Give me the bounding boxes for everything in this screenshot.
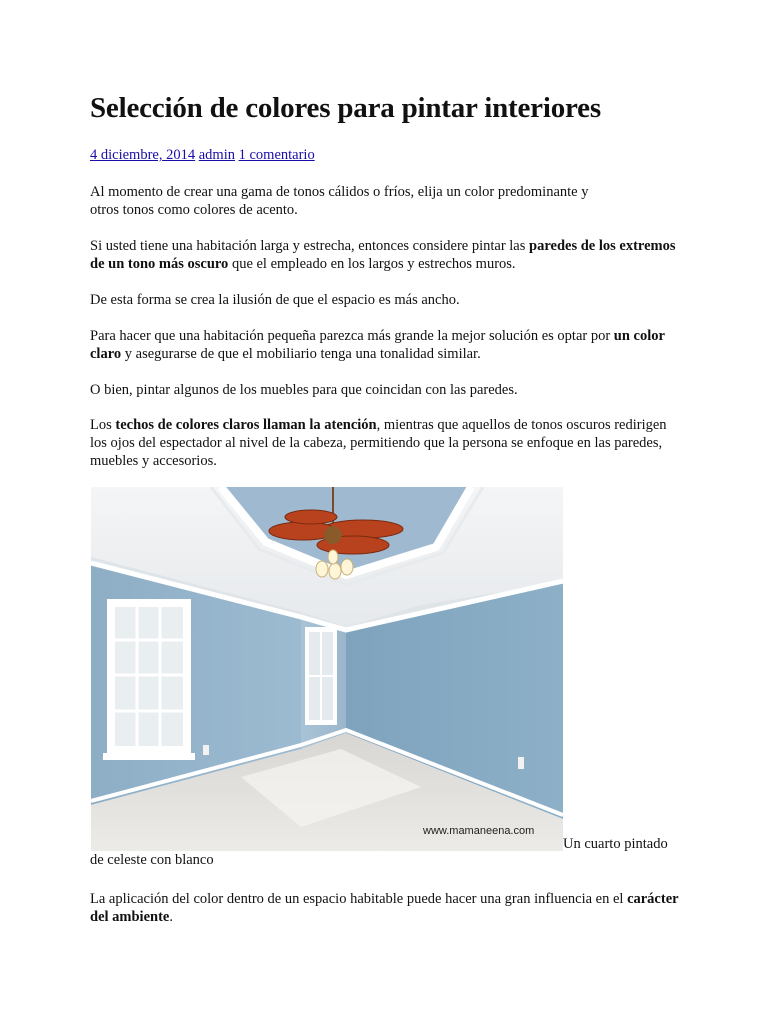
- paragraph-intro-line1: Al momento de crear una gama de tonos cálidos o fríos, elija un color predominante y: [90, 184, 589, 200]
- paragraph-long-room-text2: que el empleado en los largos y estrechos muros.: [228, 256, 516, 272]
- date-link[interactable]: 4 diciembre, 2014: [90, 147, 196, 163]
- paragraph-ceilings-bold: techos de colores claros llaman la atención: [115, 417, 377, 433]
- author-link[interactable]: admin: [198, 147, 235, 163]
- photo-watermark: www.mamaneena.com: [423, 825, 535, 837]
- room-photo: [91, 487, 563, 851]
- paragraph-ceilings-text2: , mientras que aquellos de tonos oscuros redirigen los ojos del espectador al nivel de la cabeza, permitiendo que la persona se enfoque en las paredes, muebles y accesorios.: [90, 417, 667, 469]
- paragraph-intro: [90, 183, 680, 219]
- paragraph-long-room-text1: Si usted tiene una habitación larga y estrecha, entonces considere pintar las: [90, 238, 530, 254]
- paragraph-long-room-bold: paredes de los extremos de un tono más oscuro: [90, 238, 676, 272]
- paragraph-intro-line2: otros tonos como colores de acento.: [90, 202, 298, 218]
- comments-link[interactable]: 1 comentario: [238, 147, 315, 163]
- paragraph-ceilings-text1: Los: [90, 417, 116, 433]
- paragraph-influence-text2: .: [169, 909, 173, 925]
- image-caption-part1: Un cuarto pintado: [563, 836, 668, 852]
- paragraph-influence: [90, 890, 680, 926]
- paragraph-long-room: [90, 237, 680, 273]
- paragraph-small-room-text2: y asegurarse de que el mobiliario tenga una tonalidad similar.: [121, 346, 481, 362]
- paragraph-influence-text1: La aplicación del color dentro de un espacio habitable puede hacer una gran influencia en el: [90, 891, 628, 907]
- paragraph-influence-bold: carácter del ambiente: [90, 891, 679, 925]
- paragraph-furniture: O bien, pintar algunos de los muebles para que coincidan con las paredes.: [90, 382, 518, 398]
- image-caption-part2: de celeste con blanco: [90, 852, 214, 868]
- paragraph-small-room-bold: un color claro: [90, 328, 665, 362]
- post-meta: [90, 147, 315, 164]
- paragraph-illusion: De esta forma se crea la ilusión de que el espacio es más ancho.: [90, 292, 460, 308]
- paragraph-small-room: [90, 327, 680, 363]
- paragraph-ceilings: [90, 416, 680, 470]
- page-title: Selección de colores para pintar interiores: [90, 92, 601, 124]
- paragraph-small-room-text1: Para hacer que una habitación pequeña parezca más grande la mejor solución es optar por: [90, 328, 614, 344]
